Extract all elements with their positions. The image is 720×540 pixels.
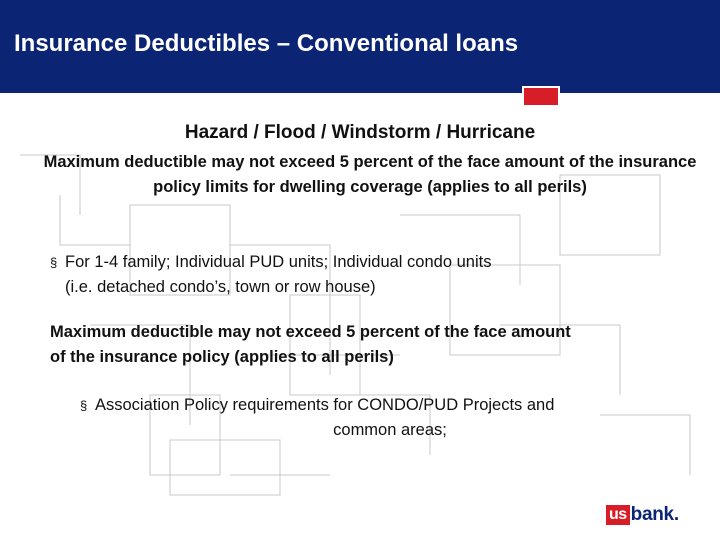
paragraph-line-1: Maximum deductible may not exceed 5 percent of the face amount xyxy=(50,323,571,341)
deductible-paragraph-policy xyxy=(50,320,690,370)
deductible-paragraph-dwelling: Maximum deductible may not exceed 5 percent of the face amount of the insurance policy limits for dwelling coverage (applies to all perils) xyxy=(43,153,697,196)
bullet-line-1: Association Policy requirements for CONDO/PUD Projects and xyxy=(95,396,555,414)
bullet-line-2: common areas; xyxy=(333,421,447,439)
paragraph-line-2: of the insurance policy (applies to all perils) xyxy=(50,348,394,366)
slide-title: Insurance Deductibles – Conventional loans xyxy=(14,30,519,57)
logo-us-mark: us xyxy=(606,505,630,525)
logo-bank-wordmark: bank. xyxy=(630,504,679,525)
red-accent-block xyxy=(522,86,560,107)
bullet-row xyxy=(80,393,680,418)
bullet-line-2: (i.e. detached condo’s, town or row house) xyxy=(65,278,376,296)
bullet-line-1: For 1-4 family; Individual PUD units; Individual condo units xyxy=(65,253,492,271)
bullet-marker: § xyxy=(80,398,88,413)
bullet-row xyxy=(50,250,690,275)
bullet-marker: § xyxy=(50,255,58,270)
usbank-logo xyxy=(606,504,679,526)
bullet-family-units xyxy=(50,250,690,300)
section-subtitle: Hazard / Flood / Windstorm / Hurricane xyxy=(184,122,536,143)
bullet-association-policy xyxy=(80,393,680,443)
title-bar xyxy=(0,0,720,95)
